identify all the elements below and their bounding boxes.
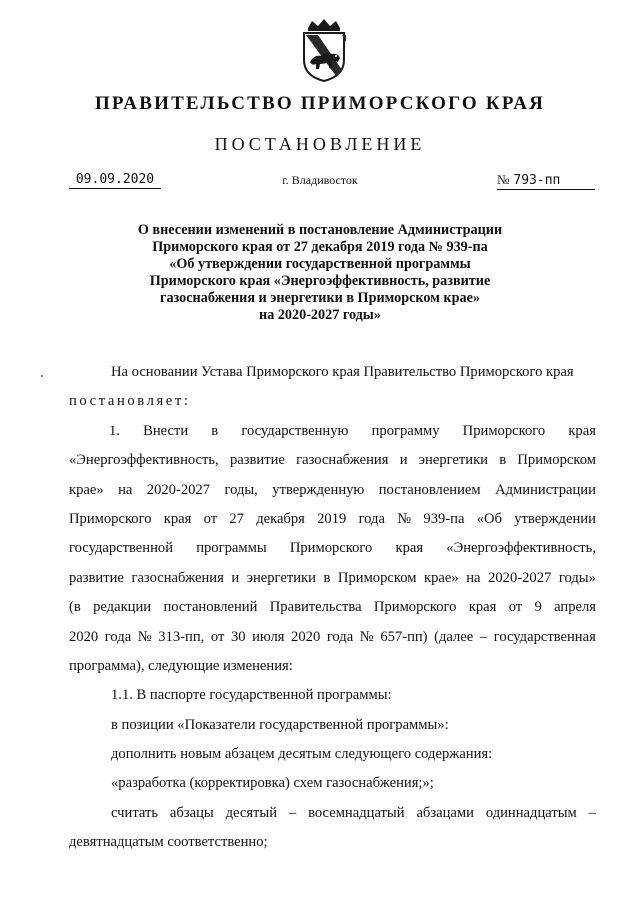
body-word: государственная (493, 628, 596, 645)
body-word: года (358, 510, 385, 527)
body-word: «Об (476, 510, 502, 527)
primorsky-krai-coat-of-arms-icon (296, 18, 352, 82)
subject-line: О внесении изменений в постановление Администрации (137, 222, 503, 238)
body-word: государственную (241, 422, 349, 439)
body-line: программа), следующие изменения: (69, 657, 293, 674)
body-word: редакции (93, 599, 152, 616)
body-word: Внести (143, 422, 189, 439)
body-word: края (395, 540, 424, 557)
body-word: годы, (224, 481, 258, 498)
body-word: 1. (109, 422, 120, 439)
document-body (69, 362, 596, 862)
body-word: № (137, 628, 152, 645)
number-label: № (497, 172, 510, 187)
body-word: постановлений (163, 599, 258, 616)
body-word: № (397, 510, 412, 527)
document-number (497, 172, 595, 190)
body-word: «Энергоэффективность, (69, 452, 219, 469)
body-word: крае» (69, 481, 104, 498)
subject-line: Приморского края «Энергоэффективность, развитие (149, 273, 491, 289)
body-word: 2020-2027 (488, 569, 552, 586)
body-word: абзацами (416, 804, 474, 821)
body-word: 27 (229, 510, 244, 527)
body-line (69, 421, 596, 450)
subject-line: Приморского края от 27 декабря 2019 года № 939-па (152, 239, 488, 255)
body-line: дополнить новым абзацем десятым следующего содержания: (111, 746, 493, 763)
document-city: г. Владивосток (282, 173, 358, 187)
number-value: 793-пп (513, 173, 561, 188)
body-word: в (323, 569, 331, 586)
body-word: – (588, 804, 596, 821)
body-line (69, 480, 596, 509)
body-word: 2020-2027 (146, 481, 211, 498)
body-line: в позиции «Показатели государственной программы»: (111, 716, 449, 733)
body-line: На основании Устава Приморского края Правительство Приморского края (111, 364, 574, 380)
body-word: – (479, 628, 488, 645)
body-word: энергетики (246, 569, 316, 586)
body-line (69, 538, 596, 567)
body-word: на (466, 569, 481, 586)
body-line: девятнадцатым соответственно; (69, 834, 268, 851)
body-word: от (203, 510, 218, 527)
body-line (69, 803, 596, 832)
body-word: 939-па (423, 510, 465, 527)
body-word: Правительства (269, 599, 362, 616)
body-word: края (568, 422, 596, 439)
body-word: Приморского (373, 599, 457, 616)
body-word: постановлением (378, 481, 481, 498)
scan-speck (41, 375, 43, 377)
body-word: государственной (69, 540, 174, 557)
body-word: программы (196, 540, 267, 557)
body-word: Приморского (69, 510, 152, 527)
body-word: считать (111, 804, 159, 821)
document-subject (100, 222, 540, 324)
body-word: декабря (256, 510, 305, 527)
body-word: десятый (225, 804, 278, 821)
body-word: Приморского (462, 422, 546, 439)
body-word: утверждении (514, 510, 596, 527)
body-word: № (359, 628, 374, 645)
body-word: газоснабжения (131, 569, 224, 586)
body-word: 2020 (69, 628, 99, 645)
body-word: развитие (229, 452, 285, 469)
document-type: ПОСТАНОВЛЕНИЕ (214, 134, 426, 154)
body-word: 2020 (291, 628, 321, 645)
body-word: годы» (558, 569, 596, 586)
body-word: (в (69, 599, 81, 616)
document-meta (0, 172, 640, 194)
body-word: на (118, 481, 133, 498)
body-word: апреля (554, 599, 596, 616)
body-line (69, 450, 596, 479)
subject-line: «Об утверждении государственной программы (169, 256, 471, 272)
body-word: июля (252, 628, 285, 645)
body-word: 657-пп) (380, 628, 428, 645)
body-word: восемнадцатый (308, 804, 405, 821)
body-word: 30 (230, 628, 246, 645)
body-word: одиннадцатым (485, 804, 577, 821)
body-word: абзацы (169, 804, 214, 821)
body-word: года (326, 628, 354, 645)
body-word: программу (371, 422, 440, 439)
body-word: «Энергоэффективность, (446, 540, 596, 557)
body-line: постановляет: (69, 393, 191, 410)
body-word: крае» (424, 569, 459, 586)
subject-line: газоснабжения и энергетики в Приморском крае» (160, 290, 480, 306)
body-word: 2019 (317, 510, 347, 527)
body-word: Администрации (495, 481, 596, 498)
body-word: от (508, 599, 523, 616)
body-word: Приморского (289, 540, 373, 557)
body-line: 1.1. В паспорте государственной программы: (111, 687, 392, 704)
subject-line: на 2020-2027 годы» (259, 307, 381, 323)
body-word: 313-пп, (158, 628, 205, 645)
body-line (69, 627, 596, 656)
body-word: энергетики (418, 452, 488, 469)
body-word: и (231, 569, 240, 586)
body-word: газоснабжения (296, 452, 389, 469)
body-line (69, 597, 596, 626)
body-word: в (211, 422, 219, 439)
body-word: и (399, 452, 408, 469)
body-word: – (288, 804, 297, 821)
body-word: года (104, 628, 132, 645)
body-word: Приморском (337, 569, 417, 586)
body-word: края (163, 510, 192, 527)
body-word: развитие (69, 569, 124, 586)
body-word: от (210, 628, 225, 645)
document-date: 09.09.2020 (69, 172, 161, 189)
body-line: «разработка (корректировка) схем газоснабжения;»; (111, 775, 434, 792)
body-word: в (499, 452, 507, 469)
body-word: 9 (534, 599, 542, 616)
body-line (69, 509, 596, 538)
body-word: утвержденную (272, 481, 365, 498)
government-title: ПРАВИТЕЛЬСТВО ПРИМОРСКОГО КРАЯ (94, 93, 546, 114)
body-line (69, 568, 596, 597)
body-word: (далее (434, 628, 474, 645)
body-word: Приморском (517, 452, 596, 469)
body-word: края (468, 599, 497, 616)
